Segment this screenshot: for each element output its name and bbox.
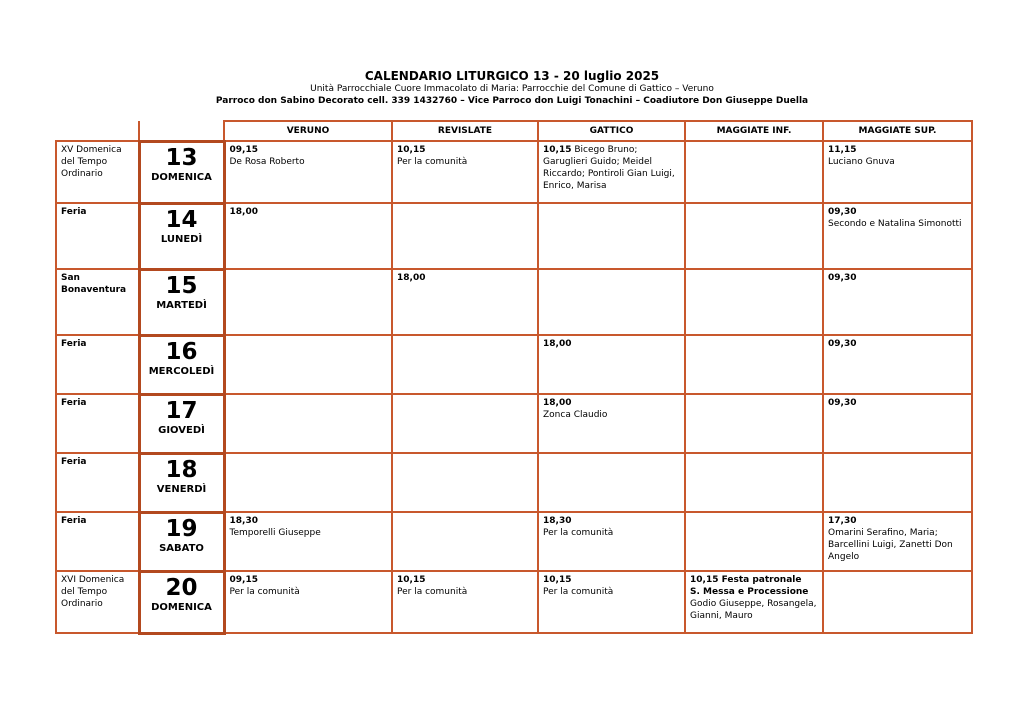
- revislate-cell: [392, 269, 538, 335]
- column-header-veruno: VERUNO: [224, 121, 392, 141]
- mass-intention: Zonca Claudio: [543, 410, 608, 420]
- mass-time: 18,30: [229, 516, 258, 526]
- mass-time: 18,30: [543, 516, 572, 526]
- gattico-cell: [538, 141, 685, 203]
- gattico-cell: [538, 203, 685, 269]
- liturgy-cell: Feria: [56, 335, 139, 394]
- maggiate-sup-cell: [823, 141, 972, 203]
- gattico-cell: [538, 335, 685, 394]
- mass-time: 10,15: [397, 145, 426, 155]
- maggiate-sup-cell: [823, 394, 972, 453]
- veruno-cell: [224, 335, 392, 394]
- column-header-maggiate-sup: MAGGIATE SUP.: [823, 121, 972, 141]
- liturgy-cell: Feria: [56, 453, 139, 512]
- day-name: LUNEDÌ: [160, 233, 203, 245]
- mass-intention: Per la comunità: [397, 157, 468, 167]
- day-cell: [139, 453, 224, 512]
- day-name: MARTEDÌ: [156, 299, 207, 311]
- mass-intention: Secondo e Natalina Simonotti: [828, 219, 962, 229]
- table-row: [56, 141, 972, 203]
- day-name: SABATO: [159, 542, 204, 554]
- table-row: [56, 335, 972, 394]
- day-number: 13: [165, 144, 198, 171]
- header-blank-cell: [56, 121, 139, 141]
- mass-time: 18,00: [229, 207, 258, 217]
- column-header-maggiate-inf: MAGGIATE INF.: [685, 121, 823, 141]
- header-row: [56, 121, 972, 141]
- day-name: DOMENICA: [151, 601, 212, 613]
- maggiate-sup-cell: [823, 269, 972, 335]
- gattico-cell: [538, 512, 685, 571]
- gattico-cell: [538, 269, 685, 335]
- revislate-cell: [392, 203, 538, 269]
- liturgy-cell: San Bonaventura: [56, 269, 139, 335]
- liturgy-cell: XVI Domenica del Tempo Ordinario: [56, 571, 139, 633]
- revislate-cell: [392, 512, 538, 571]
- maggiate-sup-cell: [823, 335, 972, 394]
- day-name: MERCOLEDÌ: [148, 365, 215, 377]
- gattico-cell: [538, 453, 685, 512]
- day-name: DOMENICA: [151, 171, 212, 183]
- day-number: 17: [165, 397, 198, 424]
- mass-intention: Temporelli Giuseppe: [229, 528, 321, 538]
- day-cell: [139, 141, 224, 203]
- parish-unit-subtitle: Unità Parrocchiale Cuore Immacolato di Maria: Parrocchie del Comune di Gattico – Veruno: [310, 84, 714, 94]
- mass-time: 11,15: [828, 145, 857, 155]
- gattico-cell: [538, 571, 685, 633]
- maggiate-inf-cell: [685, 335, 823, 394]
- veruno-cell: [224, 141, 392, 203]
- day-cell: [139, 394, 224, 453]
- maggiate-inf-cell: [685, 512, 823, 571]
- mass-time: 18,00: [397, 273, 426, 283]
- mass-intention: Godio Giuseppe, Rosangela, Gianni, Mauro: [690, 599, 817, 621]
- day-cell: [139, 571, 224, 633]
- day-number: 16: [165, 338, 198, 365]
- column-header-gattico: GATTICO: [538, 121, 685, 141]
- mass-intention: Bicego Bruno; Garuglieri Guido; Meidel Riccardo; Pontiroli Gian Luigi, Enrico, Marisa: [543, 145, 675, 191]
- mass-intention: Per la comunità: [397, 587, 468, 597]
- mass-time: 18,00: [543, 339, 572, 349]
- table-row: [56, 203, 972, 269]
- feast-title: 10,15 Festa patronale: [690, 575, 802, 585]
- revislate-cell: [392, 335, 538, 394]
- veruno-cell: [224, 269, 392, 335]
- table-row: [56, 571, 972, 633]
- table-row: [56, 394, 972, 453]
- mass-time: 17,30: [828, 516, 857, 526]
- day-number: 18: [165, 456, 198, 483]
- clergy-line: Parroco don Sabino Decorato cell. 339 1432760 – Vice Parroco don Luigi Tonachini – Coadiutore Don Giuseppe Duella: [215, 96, 809, 106]
- veruno-cell: [224, 571, 392, 633]
- veruno-cell: [224, 512, 392, 571]
- day-number: 14: [165, 206, 198, 233]
- maggiate-sup-cell: [823, 571, 972, 633]
- revislate-cell: [392, 453, 538, 512]
- mass-time: 10,15: [397, 575, 426, 585]
- day-name: VENERDÌ: [156, 483, 207, 495]
- veruno-cell: [224, 453, 392, 512]
- mass-intention: Omarini Serafino, Maria; Barcellini Luigi, Zanetti Don Angelo: [828, 528, 953, 562]
- table-row: [56, 269, 972, 335]
- mass-intention: Per la comunità: [543, 587, 614, 597]
- revislate-cell: [392, 141, 538, 203]
- mass-time: 09,30: [828, 339, 857, 349]
- maggiate-sup-cell: [823, 203, 972, 269]
- column-header-revislate: REVISLATE: [392, 121, 538, 141]
- mass-time: 09,15: [229, 145, 258, 155]
- header-blank-cell: [139, 121, 224, 141]
- veruno-cell: [224, 394, 392, 453]
- liturgy-cell: Feria: [56, 512, 139, 571]
- liturgy-cell: Feria: [56, 394, 139, 453]
- revislate-cell: [392, 571, 538, 633]
- revislate-cell: [392, 394, 538, 453]
- maggiate-inf-cell: [685, 141, 823, 203]
- mass-time: 09,30: [828, 398, 857, 408]
- mass-time: 09,30: [828, 273, 857, 283]
- day-cell: [139, 269, 224, 335]
- maggiate-inf-cell: [685, 203, 823, 269]
- mass-intention: Luciano Gnuva: [828, 157, 895, 167]
- mass-time: 09,15: [229, 575, 258, 585]
- maggiate-sup-cell: [823, 453, 972, 512]
- maggiate-inf-cell: [685, 394, 823, 453]
- mass-time: 09,30: [828, 207, 857, 217]
- mass-time: 10,15: [543, 575, 572, 585]
- mass-intention: De Rosa Roberto: [229, 157, 305, 167]
- day-cell: [139, 335, 224, 394]
- maggiate-sup-cell: [823, 512, 972, 571]
- liturgy-cell: XV Domenica del Tempo Ordinario: [56, 141, 139, 203]
- maggiate-inf-cell: [685, 269, 823, 335]
- liturgy-cell: Feria: [56, 203, 139, 269]
- mass-time: 10,15: [543, 145, 572, 155]
- table-row: [56, 512, 972, 571]
- day-name: GIOVEDÌ: [158, 424, 205, 436]
- day-cell: [139, 512, 224, 571]
- liturgical-calendar-table: [55, 120, 973, 635]
- mass-time: 18,00: [543, 398, 572, 408]
- mass-intention: Per la comunità: [229, 587, 300, 597]
- maggiate-inf-cell: [685, 571, 823, 633]
- feast-procession: S. Messa e Processione: [690, 587, 809, 597]
- day-number: 19: [165, 515, 198, 542]
- veruno-cell: [224, 203, 392, 269]
- maggiate-inf-cell: [685, 453, 823, 512]
- gattico-cell: [538, 394, 685, 453]
- mass-intention: Per la comunità: [543, 528, 614, 538]
- page-title: CALENDARIO LITURGICO 13 - 20 luglio 2025: [364, 69, 660, 83]
- day-cell: [139, 203, 224, 269]
- table-row: [56, 453, 972, 512]
- day-number: 20: [165, 574, 198, 601]
- day-number: 15: [165, 272, 198, 299]
